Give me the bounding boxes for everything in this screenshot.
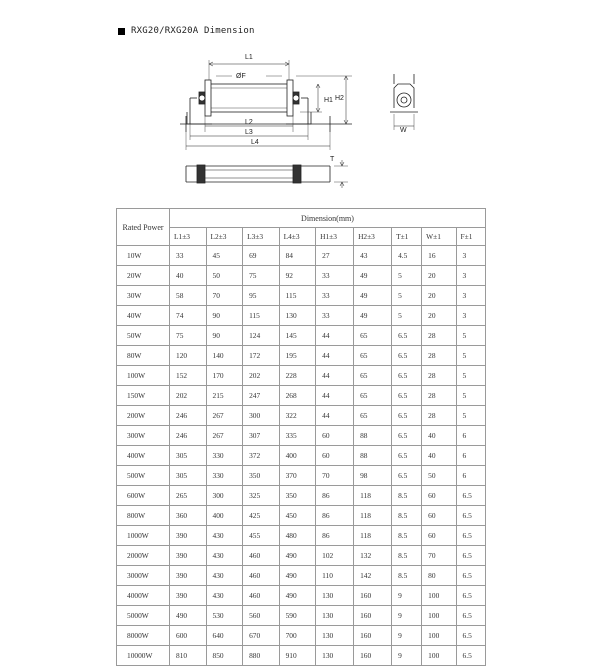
dimension-cell: 50 xyxy=(206,266,243,286)
dimension-cell: 670 xyxy=(243,626,280,646)
dimension-cell: 3 xyxy=(456,306,485,326)
dimension-cell: 6 xyxy=(456,446,485,466)
dimension-cell: 6 xyxy=(456,426,485,446)
dimension-cell: 98 xyxy=(354,466,392,486)
dimension-cell: 60 xyxy=(422,486,456,506)
dimension-cell: 145 xyxy=(279,326,316,346)
dimension-cell: 75 xyxy=(170,326,207,346)
dimension-cell: 69 xyxy=(243,246,280,266)
dimension-cell: 460 xyxy=(243,586,280,606)
dimension-cell: 100 xyxy=(422,646,456,666)
dimension-cell: 6.5 xyxy=(392,426,422,446)
rated-power-cell: 600W xyxy=(117,486,170,506)
dimension-cell: 490 xyxy=(279,586,316,606)
dimension-cell: 65 xyxy=(354,326,392,346)
table-row xyxy=(117,586,486,606)
dimension-cell: 460 xyxy=(243,566,280,586)
table-row xyxy=(117,346,486,366)
rated-power-cell: 10000W xyxy=(117,646,170,666)
dimension-cell: 400 xyxy=(206,506,243,526)
dimension-cell: 5 xyxy=(392,286,422,306)
dimension-cell: 45 xyxy=(206,246,243,266)
dimension-cell: 100 xyxy=(422,586,456,606)
rated-power-cell: 500W xyxy=(117,466,170,486)
rated-power-cell: 400W xyxy=(117,446,170,466)
dimension-cell: 5 xyxy=(456,346,485,366)
dimension-cell: 100 xyxy=(422,626,456,646)
dimension-cell: 49 xyxy=(354,286,392,306)
dimension-cell: 44 xyxy=(316,386,354,406)
dimension-cell: 65 xyxy=(354,386,392,406)
dimension-cell: 330 xyxy=(206,446,243,466)
dimension-cell: 74 xyxy=(170,306,207,326)
dimension-cell: 268 xyxy=(279,386,316,406)
dimension-cell: 102 xyxy=(316,546,354,566)
dimension-cell: 44 xyxy=(316,346,354,366)
label-l4: L4 xyxy=(251,139,259,146)
dimension-cell: 6.5 xyxy=(392,326,422,346)
dimension-cell: 910 xyxy=(279,646,316,666)
table-row xyxy=(117,526,486,546)
label-l2: L2 xyxy=(245,119,253,126)
dimension-table xyxy=(116,208,486,666)
dimension-cell: 9 xyxy=(392,586,422,606)
dimension-cell: 430 xyxy=(206,546,243,566)
dimension-cell: 115 xyxy=(279,286,316,306)
dimension-cell: 8.5 xyxy=(392,566,422,586)
rated-power-cell: 2000W xyxy=(117,546,170,566)
table-row xyxy=(117,286,486,306)
dimension-cell: 810 xyxy=(170,646,207,666)
table-row xyxy=(117,406,486,426)
dimension-cell: 130 xyxy=(279,306,316,326)
dimension-cell: 80 xyxy=(422,566,456,586)
dimension-cell: 95 xyxy=(243,286,280,306)
dimension-cell: 9 xyxy=(392,626,422,646)
dimension-cell: 335 xyxy=(279,426,316,446)
dimension-cell: 300 xyxy=(243,406,280,426)
dimension-cell: 27 xyxy=(316,246,354,266)
dimension-cell: 90 xyxy=(206,326,243,346)
dimension-cell: 267 xyxy=(206,426,243,446)
dimension-cell: 600 xyxy=(170,626,207,646)
dimension-cell: 6 xyxy=(456,466,485,486)
dimension-cell: 172 xyxy=(243,346,280,366)
dimension-cell: 370 xyxy=(279,466,316,486)
dimension-cell: 430 xyxy=(206,566,243,586)
rated-power-cell: 40W xyxy=(117,306,170,326)
column-header: T±1 xyxy=(392,228,422,246)
dimension-cell: 490 xyxy=(170,606,207,626)
table-row xyxy=(117,266,486,286)
label-t: T xyxy=(330,156,335,163)
dimension-cell: 20 xyxy=(422,266,456,286)
dimension-cell: 640 xyxy=(206,626,243,646)
column-header: F±1 xyxy=(456,228,485,246)
dimension-cell: 16 xyxy=(422,246,456,266)
rated-power-cell: 80W xyxy=(117,346,170,366)
dimension-cell: 430 xyxy=(206,586,243,606)
table-row xyxy=(117,326,486,346)
dimension-cell: 6.5 xyxy=(392,366,422,386)
rated-power-cell: 800W xyxy=(117,506,170,526)
dimension-cell: 86 xyxy=(316,486,354,506)
table-row xyxy=(117,426,486,446)
dimension-cell: 70 xyxy=(206,286,243,306)
section-title xyxy=(118,26,255,36)
dimension-cell: 590 xyxy=(279,606,316,626)
dimension-cell: 28 xyxy=(422,386,456,406)
dimension-cell: 65 xyxy=(354,346,392,366)
dimension-cell: 430 xyxy=(206,526,243,546)
table-row xyxy=(117,646,486,666)
dimension-cell: 5 xyxy=(456,326,485,346)
dimension-cell: 390 xyxy=(170,566,207,586)
dimension-cell: 92 xyxy=(279,266,316,286)
dimension-cell: 305 xyxy=(170,446,207,466)
dimension-cell: 118 xyxy=(354,526,392,546)
column-header: W±1 xyxy=(422,228,456,246)
dimension-cell: 5 xyxy=(456,406,485,426)
dimension-cell: 44 xyxy=(316,406,354,426)
dimension-cell: 160 xyxy=(354,586,392,606)
dimension-cell: 115 xyxy=(243,306,280,326)
dimension-cell: 215 xyxy=(206,386,243,406)
dimension-cell: 130 xyxy=(316,646,354,666)
dimension-cell: 3 xyxy=(456,266,485,286)
dimension-cell: 6.5 xyxy=(456,586,485,606)
dimension-cell: 6.5 xyxy=(456,506,485,526)
dimension-cell: 3 xyxy=(456,286,485,306)
rated-power-cell: 10W xyxy=(117,246,170,266)
column-header: L2±3 xyxy=(206,228,243,246)
dimension-cell: 390 xyxy=(170,546,207,566)
column-header: H1±3 xyxy=(316,228,354,246)
dimension-cell: 6.5 xyxy=(456,626,485,646)
dimension-cell: 390 xyxy=(170,586,207,606)
rated-power-cell: 8000W xyxy=(117,626,170,646)
label-w: W xyxy=(400,127,407,134)
dimension-cell: 110 xyxy=(316,566,354,586)
dimension-cell: 60 xyxy=(316,446,354,466)
label-l3: L3 xyxy=(245,129,253,136)
dimension-cell: 65 xyxy=(354,406,392,426)
dimension-cell: 330 xyxy=(206,466,243,486)
dimension-cell: 50 xyxy=(422,466,456,486)
dimension-cell: 247 xyxy=(243,386,280,406)
column-header: L3±3 xyxy=(243,228,280,246)
dimension-cell: 33 xyxy=(316,306,354,326)
dimension-cell: 195 xyxy=(279,346,316,366)
rated-power-cell: 3000W xyxy=(117,566,170,586)
dimension-cell: 880 xyxy=(243,646,280,666)
dimension-cell: 33 xyxy=(316,286,354,306)
rated-power-cell: 200W xyxy=(117,406,170,426)
column-header: L4±3 xyxy=(279,228,316,246)
rated-power-cell: 100W xyxy=(117,366,170,386)
dimension-cell: 8.5 xyxy=(392,486,422,506)
column-header: H2±3 xyxy=(354,228,392,246)
dimension-cell: 20 xyxy=(422,286,456,306)
dimension-cell: 8.5 xyxy=(392,506,422,526)
dimension-cell: 307 xyxy=(243,426,280,446)
dimension-cell: 6.5 xyxy=(456,646,485,666)
dimension-cell: 118 xyxy=(354,486,392,506)
dimension-cell: 360 xyxy=(170,506,207,526)
dimension-cell: 5 xyxy=(392,266,422,286)
dimension-cell: 40 xyxy=(170,266,207,286)
dimension-cell: 28 xyxy=(422,326,456,346)
rated-power-cell: 150W xyxy=(117,386,170,406)
dimension-cell: 70 xyxy=(422,546,456,566)
dimension-cell: 65 xyxy=(354,366,392,386)
dimension-cell: 6.5 xyxy=(392,386,422,406)
dimension-cell: 100 xyxy=(422,606,456,626)
table-row xyxy=(117,366,486,386)
table-row xyxy=(117,386,486,406)
dimension-cell: 6.5 xyxy=(392,446,422,466)
rated-power-cell: 300W xyxy=(117,426,170,446)
dimension-cell: 49 xyxy=(354,306,392,326)
dimension-cell: 425 xyxy=(243,506,280,526)
dimension-cell: 33 xyxy=(170,246,207,266)
dimension-cell: 142 xyxy=(354,566,392,586)
dimension-cell: 170 xyxy=(206,366,243,386)
table-row xyxy=(117,246,486,266)
label-h2: H2 xyxy=(335,95,344,102)
top-view xyxy=(186,160,348,188)
dimension-cell: 6.5 xyxy=(456,526,485,546)
dimension-cell: 118 xyxy=(354,506,392,526)
dimension-cell: 88 xyxy=(354,426,392,446)
dimension-cell: 28 xyxy=(422,406,456,426)
resistor-body xyxy=(209,84,289,112)
dimension-cell: 33 xyxy=(316,266,354,286)
rated-power-cell: 5000W xyxy=(117,606,170,626)
dimension-cell: 3 xyxy=(456,246,485,266)
dimension-cell: 460 xyxy=(243,546,280,566)
dimension-cell: 246 xyxy=(170,426,207,446)
dimension-cell: 86 xyxy=(316,506,354,526)
dimension-cell: 40 xyxy=(422,446,456,466)
dimension-cell: 9 xyxy=(392,646,422,666)
table-row xyxy=(117,546,486,566)
table-row xyxy=(117,446,486,466)
dimension-cell: 9 xyxy=(392,606,422,626)
dimension-cell: 60 xyxy=(422,506,456,526)
dimension-cell: 400 xyxy=(279,446,316,466)
dimension-cell: 43 xyxy=(354,246,392,266)
table-row xyxy=(117,506,486,526)
dimension-cell: 372 xyxy=(243,446,280,466)
dimension-cell: 130 xyxy=(316,606,354,626)
dimension-cell: 267 xyxy=(206,406,243,426)
section-title-text: RXG20/RXG20A Dimension xyxy=(131,26,255,36)
dimension-cell: 305 xyxy=(170,466,207,486)
dimension-cell: 490 xyxy=(279,546,316,566)
table-row xyxy=(117,606,486,626)
table-body xyxy=(117,246,486,666)
dimension-cell: 6.5 xyxy=(392,466,422,486)
dimension-cell: 88 xyxy=(354,446,392,466)
dimension-cell: 228 xyxy=(279,366,316,386)
dimension-cell: 8.5 xyxy=(392,526,422,546)
dimension-cell: 84 xyxy=(279,246,316,266)
dimension-cell: 160 xyxy=(354,626,392,646)
dimension-cell: 5 xyxy=(456,386,485,406)
label-h1: H1 xyxy=(324,97,333,104)
dimension-cell: 325 xyxy=(243,486,280,506)
dimension-cell: 322 xyxy=(279,406,316,426)
dimension-cell: 75 xyxy=(243,266,280,286)
table-row xyxy=(117,486,486,506)
dimension-cell: 120 xyxy=(170,346,207,366)
dimension-cell: 152 xyxy=(170,366,207,386)
dimension-cell: 132 xyxy=(354,546,392,566)
table-row xyxy=(117,306,486,326)
label-l1: L1 xyxy=(245,54,253,61)
dimension-cell: 560 xyxy=(243,606,280,626)
dimension-cell: 480 xyxy=(279,526,316,546)
column-header: L1±3 xyxy=(170,228,207,246)
dimension-cell: 455 xyxy=(243,526,280,546)
table-row xyxy=(117,466,486,486)
dimension-cell: 6.5 xyxy=(392,346,422,366)
dimension-cell: 265 xyxy=(170,486,207,506)
front-view xyxy=(180,60,352,150)
dimension-cell: 28 xyxy=(422,366,456,386)
dimension-cell: 350 xyxy=(243,466,280,486)
rated-power-cell: 4000W xyxy=(117,586,170,606)
dimension-cell: 202 xyxy=(243,366,280,386)
dimension-cell: 140 xyxy=(206,346,243,366)
dimension-cell: 450 xyxy=(279,506,316,526)
dimension-cell: 44 xyxy=(316,326,354,346)
dimension-cell: 49 xyxy=(354,266,392,286)
dimension-cell: 850 xyxy=(206,646,243,666)
dimension-cell: 44 xyxy=(316,366,354,386)
dimension-cell: 40 xyxy=(422,426,456,446)
dimension-cell: 60 xyxy=(316,426,354,446)
rated-power-cell: 30W xyxy=(117,286,170,306)
table-row xyxy=(117,626,486,646)
dimension-cell: 6.5 xyxy=(456,486,485,506)
dimension-cell: 58 xyxy=(170,286,207,306)
bullet-square-icon xyxy=(118,28,125,35)
dimension-cell: 130 xyxy=(316,586,354,606)
dimension-cell: 130 xyxy=(316,626,354,646)
dimension-cell: 160 xyxy=(354,646,392,666)
table-row xyxy=(117,566,486,586)
dimension-cell: 124 xyxy=(243,326,280,346)
label-phi-f: ØF xyxy=(236,73,246,80)
rated-power-cell: 20W xyxy=(117,266,170,286)
side-view xyxy=(390,74,418,130)
dimension-cell: 4.5 xyxy=(392,246,422,266)
dimension-cell: 202 xyxy=(170,386,207,406)
dimension-cell: 390 xyxy=(170,526,207,546)
dimension-cell: 20 xyxy=(422,306,456,326)
rated-power-header: Rated Power xyxy=(117,209,170,246)
dimension-cell: 6.5 xyxy=(456,566,485,586)
dimension-cell: 350 xyxy=(279,486,316,506)
dimension-cell: 490 xyxy=(279,566,316,586)
dimension-cell: 246 xyxy=(170,406,207,426)
dimension-cell: 700 xyxy=(279,626,316,646)
column-header-row xyxy=(117,228,486,246)
dimension-cell: 300 xyxy=(206,486,243,506)
rated-power-cell: 50W xyxy=(117,326,170,346)
rated-power-cell: 1000W xyxy=(117,526,170,546)
dimension-cell: 6.5 xyxy=(392,406,422,426)
dimension-cell: 8.5 xyxy=(392,546,422,566)
dimension-header: Dimension(mm) xyxy=(170,209,486,228)
dimension-cell: 28 xyxy=(422,346,456,366)
dimension-cell: 5 xyxy=(456,366,485,386)
dimension-cell: 60 xyxy=(422,526,456,546)
dimension-cell: 5 xyxy=(392,306,422,326)
dimension-cell: 6.5 xyxy=(456,546,485,566)
dimension-cell: 90 xyxy=(206,306,243,326)
dimension-cell: 6.5 xyxy=(456,606,485,626)
dimension-cell: 70 xyxy=(316,466,354,486)
dimension-cell: 160 xyxy=(354,606,392,626)
dimension-cell: 86 xyxy=(316,526,354,546)
dimension-cell: 530 xyxy=(206,606,243,626)
